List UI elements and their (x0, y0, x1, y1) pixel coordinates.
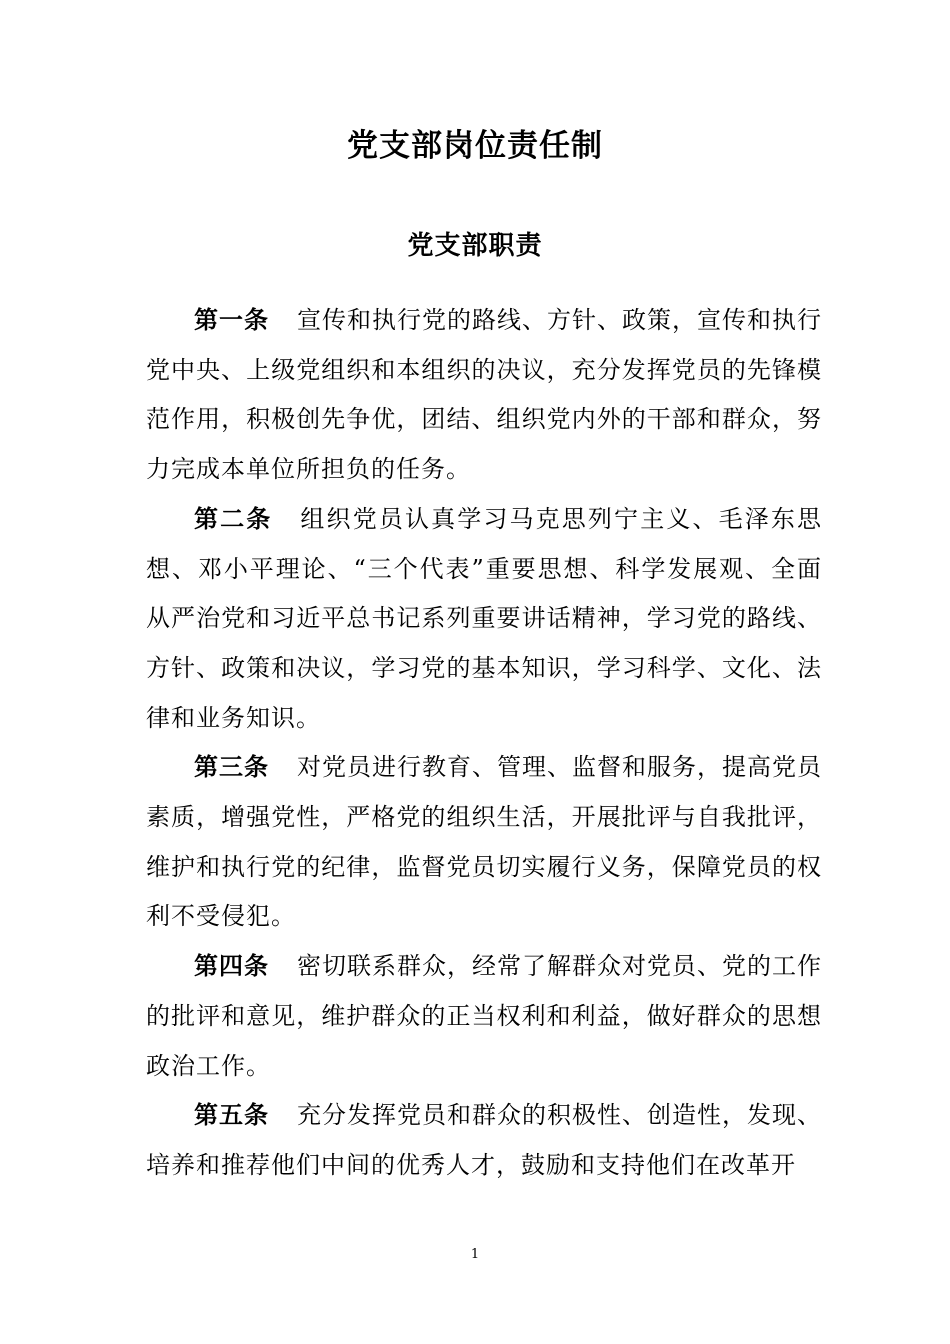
article-number: 第四条 (194, 952, 269, 981)
article-text: 宣传和执行党的路线、方针、政策，宣传和执行党中央、上级党组织和本组织的决议，充分发挥党员的先锋模范作用，积极创先争优，团结、组织党内外的干部和群众，努力完成本单位所担负的任务。 (146, 306, 822, 484)
article-3 (146, 743, 822, 942)
article-number: 第五条 (194, 1101, 269, 1130)
section-title: 党支部职责 (407, 231, 543, 261)
article-number: 第三条 (194, 753, 269, 782)
article-1 (146, 296, 822, 495)
page-number: 1 (470, 1247, 480, 1262)
article-text: 密切联系群众，经常了解群众对党员、党的工作的批评和意见，维护群众的正当权利和利益，做好群众的思想政治工作。 (146, 952, 822, 1080)
article-4 (146, 942, 822, 1091)
article-text: 组织党员认真学习马克思列宁主义、毛泽东思想、邓小平理论、“三个代表”重要思想、科学发展观、全面从严治党和习近平总书记系列重要讲话精神，学习党的路线、方针、政策和决议，学习党的基本知识，学习科学、文化、法律和业务知识。 (146, 504, 823, 732)
article-text: 对党员进行教育、管理、监督和服务，提高党员素质，增强党性，严格党的组织生活，开展批评与自我批评，维护和执行党的纪律，监督党员切实履行义务，保障党员的权利不受侵犯。 (146, 753, 822, 931)
article-5 (146, 1091, 822, 1190)
article-text: 充分发挥党员和群众的积极性、创造性，发现、培养和推荐他们中间的优秀人才，鼓励和支持他们在改革开 (146, 1101, 822, 1179)
article-number: 第二条 (194, 504, 273, 533)
article-2 (146, 495, 822, 744)
document-title: 党支部岗位责任制 (347, 128, 603, 164)
article-number: 第一条 (194, 306, 269, 334)
document-body (146, 296, 822, 1191)
